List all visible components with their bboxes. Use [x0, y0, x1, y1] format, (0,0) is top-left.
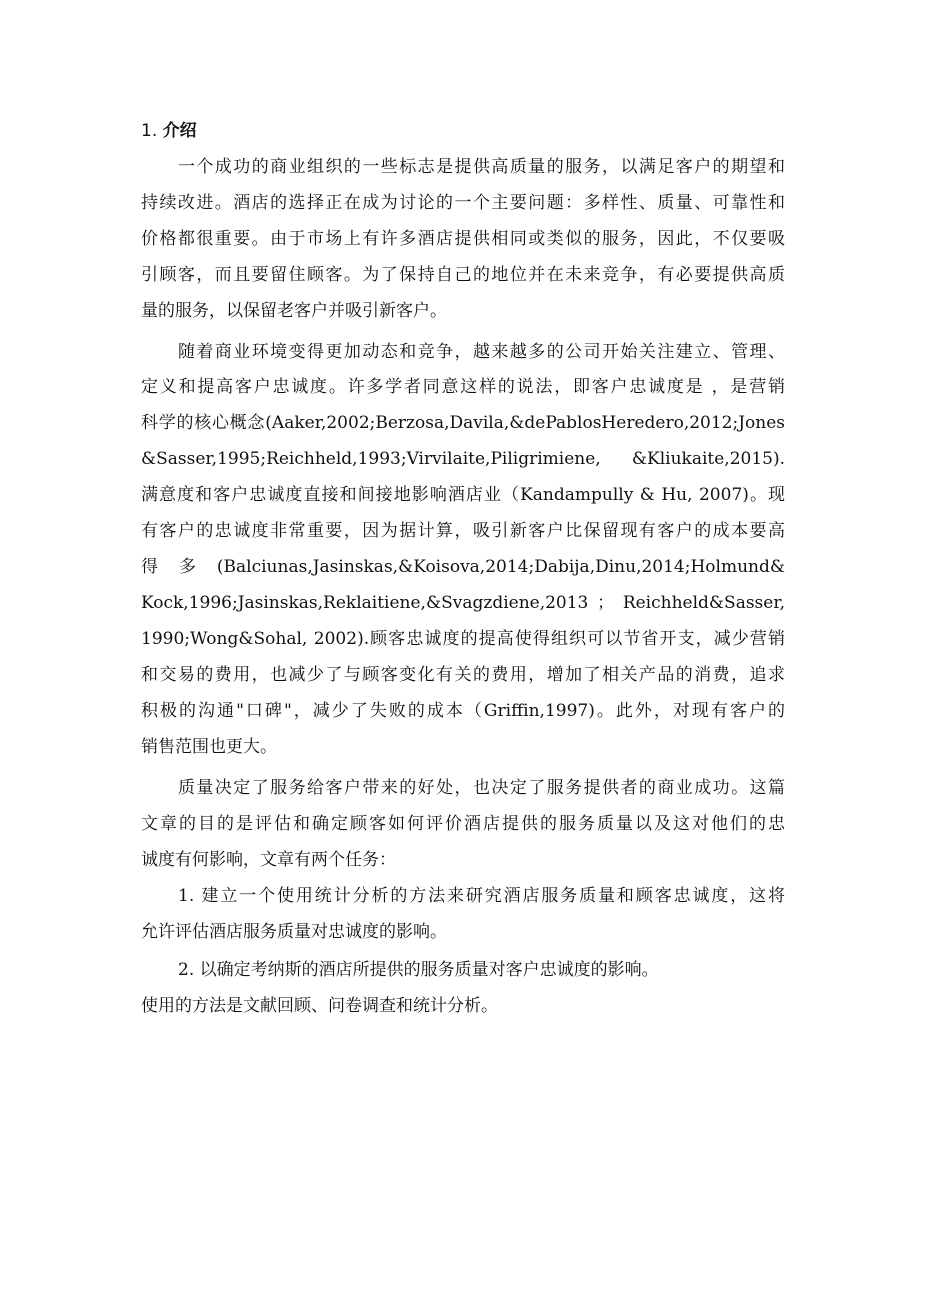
methods-line: 使用的方法是文献回顾、问卷调查和统计分析。	[141, 996, 498, 1016]
paragraph-2-line-12: 销售范围也更大。	[141, 737, 277, 757]
paragraph-3-line-3: 诚度有何影响，文章有两个任务：	[141, 850, 396, 870]
paragraph-1-line-5: 量的服务，以保留老客户并吸引新客户。	[141, 301, 447, 321]
paragraph-2-line-11: 积极的沟通"口碑"，减少了失败的成本（Griffin,1997)。此外，对现有客户的	[141, 701, 785, 721]
paragraph-2-line-5: 满意度和客户忠诚度直接和间接地影响酒店业（Kandampully & Hu, 2007)。现	[141, 485, 785, 505]
task-2-line-1: 2. 以确定考纳斯的酒店所提供的服务质量对客户忠诚度的影响。	[178, 960, 659, 980]
paragraph-2-line-2: 定义和提高客户忠诚度。许多学者同意这样的说法，即客户忠诚度是 ，是营销	[141, 377, 785, 397]
task-1-line-1: 1. 建立一个使用统计分析的方法来研究酒店服务质量和顾客忠诚度，这将	[178, 886, 785, 906]
paragraph-3-line-1: 质量决定了服务给客户带来的好处，也决定了服务提供者的商业成功。这篇	[178, 778, 785, 798]
paragraph-1-line-3: 价格都很重要。由于市场上有许多酒店提供相同或类似的服务，因此，不仅要吸	[141, 229, 785, 249]
section-title: 介绍	[162, 121, 197, 141]
paragraph-3-line-2: 文章的目的是评估和确定顾客如何评价酒店提供的服务质量以及这对他们的忠	[141, 814, 785, 834]
paragraph-2-line-4: &Sasser,1995;Reichheld,1993;Virvilaite,Piligrimiene, &Kliukaite,2015).	[141, 449, 785, 469]
paragraph-2-line-10: 和交易的费用，也减少了与顾客变化有关的费用，增加了相关产品的消费，追求	[141, 665, 785, 685]
paragraph-2-line-6: 有客户的忠诚度非常重要，因为据计算，吸引新客户比保留现有客户的成本要高	[141, 521, 785, 541]
paragraph-1-line-2: 持续改进。酒店的选择正在成为讨论的一个主要问题：多样性、质量、可靠性和	[141, 193, 785, 213]
section-heading	[141, 120, 197, 142]
paragraph-2-line-9: 1990;Wong&Sohal, 2002).顾客忠诚度的提高使得组织可以节省开支，减少营销	[141, 629, 785, 649]
paragraph-2-line-1: 随着商业环境变得更加动态和竞争，越来越多的公司开始关注建立、管理、	[178, 342, 785, 362]
section-number: 1.	[141, 121, 158, 141]
task-1-line-2: 允许评估酒店服务质量对忠诚度的影响。	[141, 922, 447, 942]
paragraph-2-line-8: Kock,1996;Jasinskas,Reklaitiene,&Svagzdiene,2013 ； Reichheld&Sasser,	[141, 593, 785, 613]
paragraph-1-line-4: 引顾客，而且要留住顾客。为了保持自己的地位并在未来竞争，有必要提供高质	[141, 265, 785, 285]
paragraph-2-line-7: 得 多 (Balciunas,Jasinskas,&Koisova,2014;Dabija,Dinu,2014;Holmund&	[141, 557, 785, 577]
paragraph-1-line-1: 一个成功的商业组织的一些标志是提供高质量的服务，以满足客户的期望和	[178, 157, 785, 177]
paragraph-2-line-3: 科学的核心概念(Aaker,2002;Berzosa,Davila,&dePablosHeredero,2012;Jones	[141, 413, 785, 433]
